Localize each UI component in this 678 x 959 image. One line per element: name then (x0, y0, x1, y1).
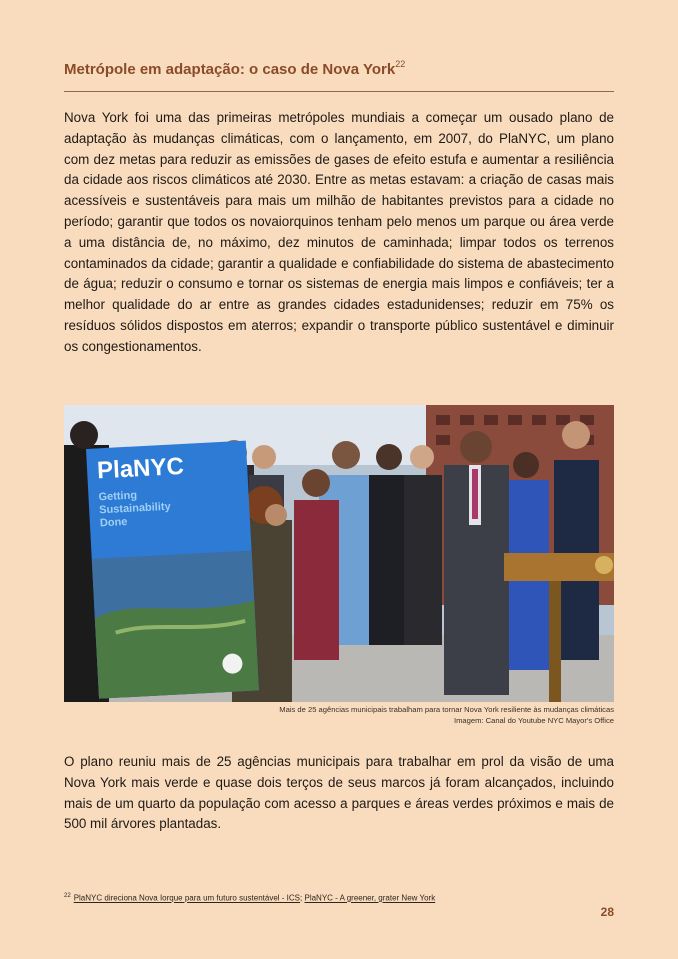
body-paragraph-2: O plano reuniu mais de 25 agências municipais para trabalhar em prol da visão de uma Nova York mais verde e quase dois terços de seus marcos já foram alcançados, incluindo mais de um quarto da população com acesso a parques e áreas verdes próximos e mais de 500 mil árvores plantadas. (64, 754, 614, 832)
body-paragraph-1: Nova York foi uma das primeiras metrópoles mundiais a começar um ousado plano de adaptação às mudanças climáticas, com o lançamento, em 2007, do PlaNYC, um plano com dez metas para reduzir as emissões de gases de efeito estufa e aumentar a resiliência da cidade aos riscos climáticos até 2030. Entre as metas estavam: a criação de casas mais acessíveis e sustentáveis para mais um milhão de habitantes previstos para a cidade no período; garantir que todos os novaiorquinos tenham pelo menos um parque ou área verde a uma distância de, no máximo, dez minutos de caminhada; limpar todos os terrenos contaminados da cidade; garantir a qualidade e confiabilidade do sistema de abastecimento de água; reduzir o consumo e tornar os sistemas de energia mais limpos e confiáveis; ter a melhor qualidade do ar entre as grandes cidades estadunidenses; reduzir em 75% os resíduos sólidos dispostos em aterros; expandir o transporte público sustentável e diminuir os congestionamentos. (64, 110, 614, 354)
poster-subtitle-line3: Done (99, 515, 128, 530)
footnote-separator: ; (300, 893, 305, 903)
photo-credit: Imagem: Canal do Youtube NYC Mayor's Office (453, 716, 614, 725)
heading-divider (64, 91, 614, 92)
footnote (64, 893, 614, 903)
section-heading (64, 61, 614, 78)
footnote-link-planyc[interactable]: PlaNYC - A greener, grater New York (304, 893, 436, 903)
poster-title: PlaNYC (96, 452, 185, 485)
footnote-number: 22 (64, 893, 71, 899)
footnote-link-ics[interactable]: PlaNYC direciona Nova Iorque para um futuro sustentável - ICS (73, 893, 301, 903)
section-title: Metrópole em adaptação: o caso de Nova York (64, 61, 396, 78)
page-number: 28 (600, 905, 614, 919)
poster-subtitle-line2: Sustainability (98, 500, 171, 517)
press-conference-photo (64, 405, 614, 702)
footnote-reference[interactable]: 22 (395, 59, 406, 69)
photo-caption: Mais de 25 agências municipais trabalham para tornar Nova York resiliente às mudanças climáticas (279, 705, 614, 714)
poster-subtitle-line1: Getting (98, 489, 138, 504)
